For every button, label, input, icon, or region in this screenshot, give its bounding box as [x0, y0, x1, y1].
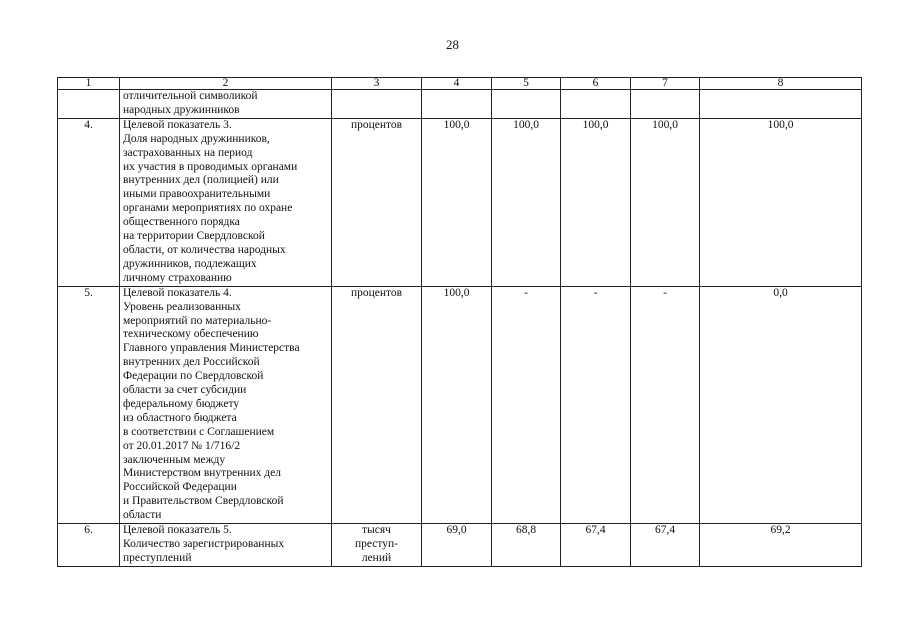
column-number: 1	[58, 78, 120, 90]
value-cell: -	[492, 286, 561, 523]
description-line: органами мероприятиях по охране	[123, 202, 293, 215]
column-number-row	[58, 78, 862, 90]
value-cell: 100,0	[492, 118, 561, 286]
description-line: мероприятий по материально-	[123, 314, 272, 327]
column-number: 2	[120, 78, 332, 90]
description-line: иными правоохранительными	[123, 188, 271, 201]
value-cell: 100,0	[631, 118, 700, 286]
value-cell: 100,0	[422, 286, 492, 523]
value-cell: 69,0	[422, 524, 492, 567]
description-line: личному страхованию	[123, 271, 232, 284]
description-line: отличительной символикой	[123, 90, 258, 102]
description-line: Целевой показатель 3.	[123, 118, 232, 131]
value-cell	[631, 90, 700, 119]
value-cell: 100,0	[422, 118, 492, 286]
description-line: Целевой показатель 5.	[123, 524, 232, 537]
description-line: Уровень реализованных	[123, 300, 241, 313]
page-number: 28	[446, 37, 459, 52]
description-line: на территории Свердловской	[123, 230, 265, 243]
value-cell: 67,4	[631, 524, 700, 567]
unit-line: лений	[361, 551, 392, 564]
value-cell	[422, 90, 492, 119]
description-line: Федерации по Свердловской	[123, 370, 264, 383]
value-cell	[700, 90, 862, 119]
unit-line: тысяч	[362, 524, 391, 537]
description-line: застрахованных на период	[123, 146, 253, 159]
description-cell	[120, 524, 332, 567]
column-number: 4	[422, 78, 492, 90]
unit-cell	[332, 118, 422, 286]
description-line: в соответствии с Соглашением	[123, 425, 275, 438]
unit-line: процентов	[350, 118, 403, 131]
description-line: народных дружинников	[123, 103, 240, 116]
column-number: 3	[332, 78, 422, 90]
description-line: Доля народных дружинников,	[123, 132, 270, 145]
row-number: 6.	[58, 524, 120, 567]
description-line: Министерством внутренних дел	[123, 467, 281, 480]
description-line: дружинников, подлежащих	[123, 257, 257, 270]
row-number: 4.	[58, 118, 120, 286]
indicators-table	[57, 77, 862, 567]
unit-line: процентов	[350, 286, 403, 299]
description-line: из областного бюджета	[123, 411, 237, 424]
value-cell: -	[631, 286, 700, 523]
column-number: 5	[492, 78, 561, 90]
value-cell	[492, 90, 561, 119]
description-line: заключенным между	[123, 453, 226, 466]
description-line: Количество зарегистрированных	[123, 538, 285, 550]
value-cell: -	[561, 286, 631, 523]
unit-line: преступ-	[354, 538, 398, 550]
description-line: общественного порядка	[123, 216, 240, 229]
description-line: их участия в проводимых органами	[123, 160, 298, 173]
value-cell: 69,2	[700, 524, 862, 567]
row-number-cell	[58, 90, 120, 119]
column-number: 6	[561, 78, 631, 90]
table-row	[58, 118, 862, 286]
description-line: внутренних дел (полицией) или	[123, 174, 279, 187]
value-cell	[561, 90, 631, 119]
description-cell	[120, 286, 332, 523]
description-line: преступлений	[123, 551, 192, 564]
description-line: области, от количества народных	[123, 243, 286, 256]
description-line: и Правительством Свердловской	[123, 495, 284, 508]
unit-cell	[332, 90, 422, 119]
description-line: области за счет субсидии	[123, 384, 247, 397]
description-line: федеральному бюджету	[123, 397, 240, 410]
row-number: 5.	[58, 286, 120, 523]
column-number: 7	[631, 78, 700, 90]
unit-cell	[332, 286, 422, 523]
column-number: 8	[700, 78, 862, 90]
table-row	[58, 286, 862, 523]
value-cell: 67,4	[561, 524, 631, 567]
description-line: от 20.01.2017 № 1/716/2	[123, 439, 241, 452]
description-line: Российской Федерации	[123, 481, 237, 494]
unit-cell	[332, 524, 422, 567]
description-line: Главного управления Министерства	[123, 342, 300, 355]
description-line: Целевой показатель 4.	[123, 286, 232, 299]
description-line: внутренних дел Российской	[123, 356, 260, 369]
description-cell	[120, 118, 332, 286]
value-cell: 100,0	[561, 118, 631, 286]
table-row	[58, 524, 862, 567]
value-cell: 68,8	[492, 524, 561, 567]
description-cell	[120, 90, 332, 119]
description-line: техническому обеспечению	[123, 328, 259, 341]
table-row	[58, 90, 862, 119]
value-cell: 100,0	[700, 118, 862, 286]
description-line: области	[123, 509, 162, 522]
value-cell: 0,0	[700, 286, 862, 523]
